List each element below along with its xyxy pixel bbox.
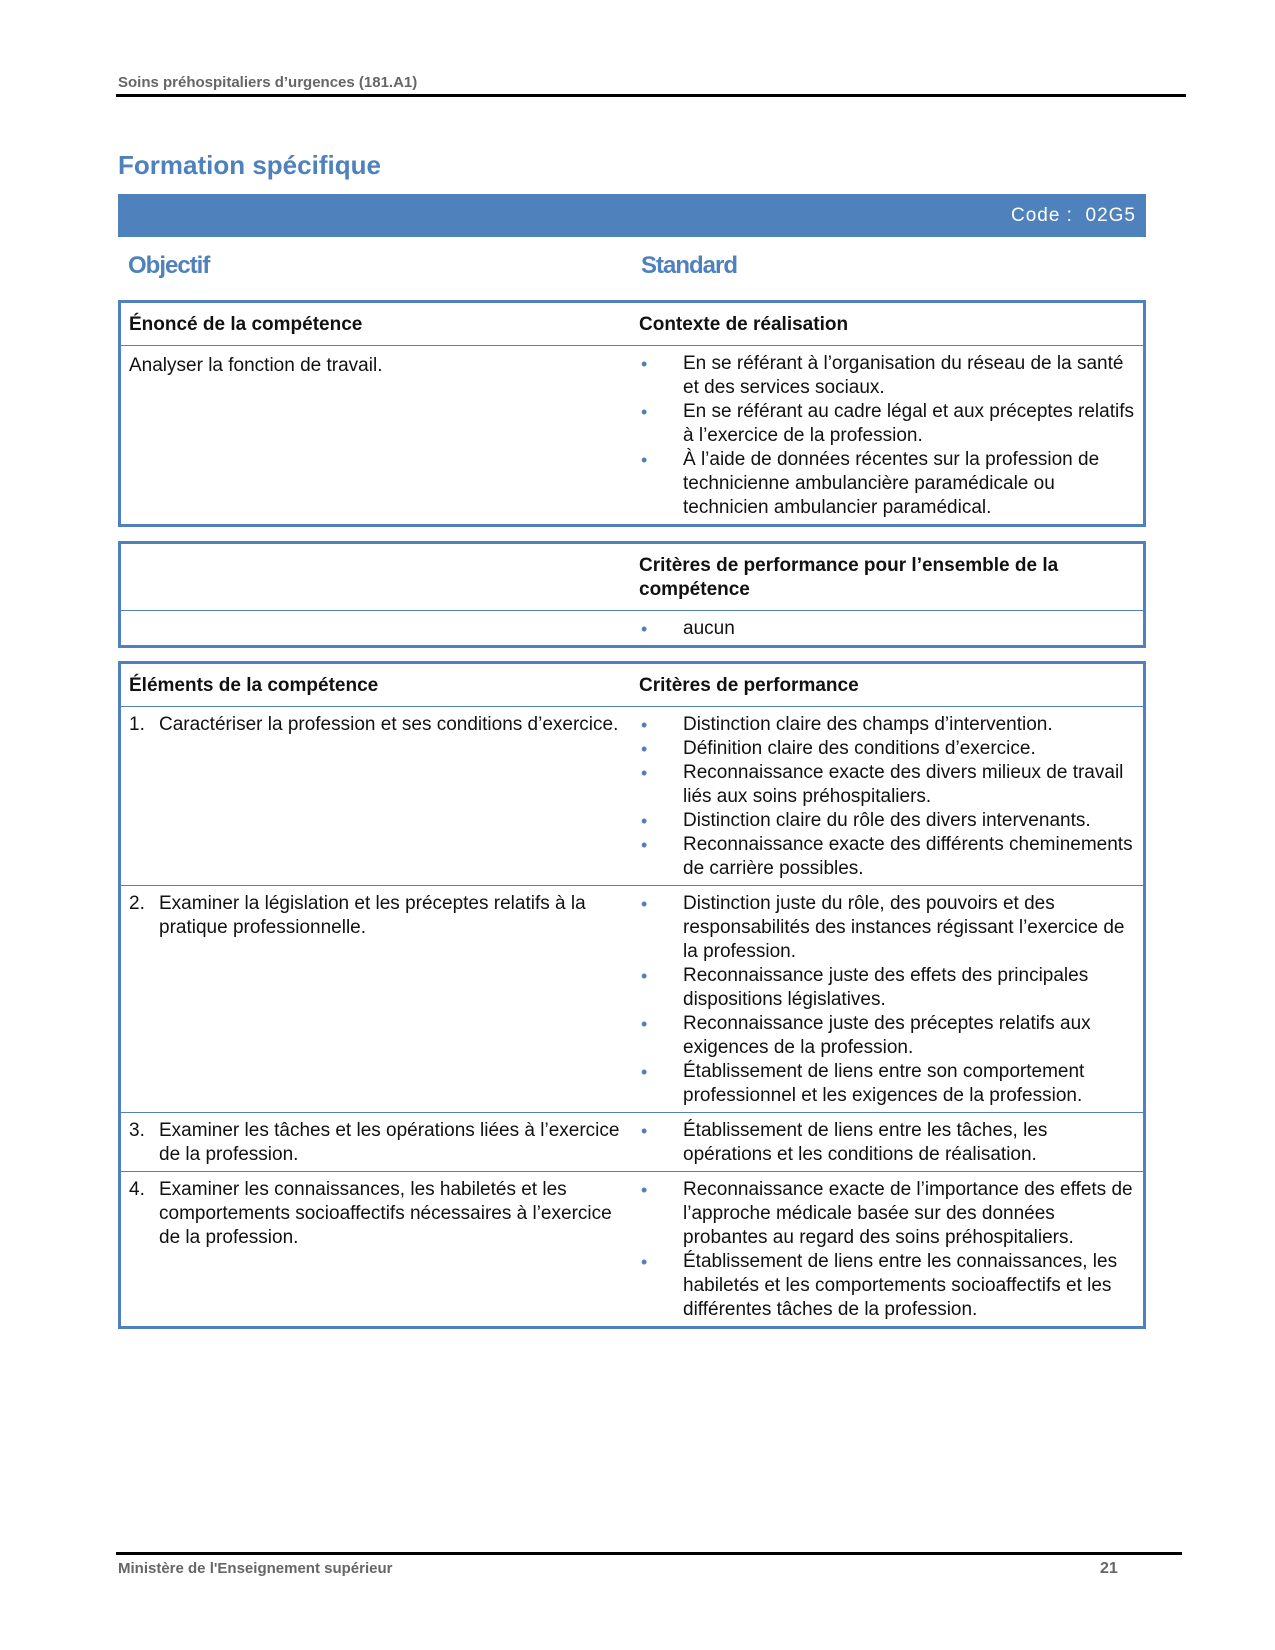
list-item: • Établissement de liens entre les tâches, les opérations et les conditions de réalisation. (639, 1119, 1135, 1167)
competence-table (118, 300, 1146, 527)
table-row (120, 707, 1145, 886)
enonce-header: Énoncé de la compétence (120, 302, 632, 346)
code-label: Code : 02G5 (1010, 205, 1136, 226)
table-row (120, 886, 1145, 1113)
element-text: Examiner les tâches et les opérations liées à l’exercice de la profession. (159, 1120, 620, 1165)
contexte-header: Contexte de réalisation (631, 302, 1145, 346)
list-item: • En se référant à l’organisation du réseau de la santé et des services sociaux. (639, 352, 1135, 400)
table-row (120, 1113, 1145, 1172)
list-item: • Reconnaissance exacte des différents cheminements de carrière possibles. (639, 833, 1135, 881)
elements-header: Éléments de la compétence (120, 663, 632, 707)
elements-table (118, 661, 1146, 1329)
code-bar (118, 194, 1146, 237)
list-item: • En se référant au cadre légal et aux préceptes relatifs à l’exercice de la profession. (639, 400, 1135, 448)
list-item: • Distinction claire du rôle des divers intervenants. (639, 809, 1135, 833)
enonce-text: Analyser la fonction de travail. (120, 346, 632, 526)
element-text: Examiner les connaissances, les habiletés et les comportements socioaffectifs nécessaires à l’exercice de la profession. (159, 1179, 612, 1248)
list-item: • Distinction claire des champs d’intervention. (639, 713, 1135, 737)
footer-ministry: Ministère de l'Enseignement supérieur (118, 1560, 393, 1577)
table-row (120, 1172, 1145, 1328)
list-item: • Établissement de liens entre les connaissances, les habiletés et les comportements socioaffectifs et les différentes tâches de la profession. (639, 1250, 1135, 1322)
element-number: 4. (129, 1179, 145, 1200)
list-item: • Reconnaissance exacte de l’importance des effets de l’approche médicale basée sur des données probantes au regard des soins préhospitaliers. (639, 1178, 1135, 1250)
element-number: 1. (129, 714, 145, 735)
list-item: • Reconnaissance juste des effets des principales dispositions législatives. (639, 964, 1135, 1012)
page-number: 21 (1100, 1560, 1118, 1577)
list-item: • Reconnaissance juste des préceptes relatifs aux exigences de la profession. (639, 1012, 1135, 1060)
element-number: 2. (129, 893, 145, 914)
running-header: Soins préhospitaliers d’urgences (181.A1) (118, 74, 418, 91)
overall-criteria-table (118, 541, 1146, 648)
objectif-heading: Objectif (128, 252, 210, 279)
page-title: Formation spécifique (118, 150, 381, 180)
contexte-list (639, 352, 1135, 520)
standard-heading: Standard (641, 252, 738, 279)
overall-criteria-header: Critères de performance pour l’ensemble de la compétence (631, 543, 1145, 611)
header-rule (116, 94, 1186, 97)
list-item: • Définition claire des conditions d’exercice. (639, 737, 1135, 761)
criteria-header: Critères de performance (631, 663, 1145, 707)
footer-rule (116, 1552, 1182, 1555)
list-item: • Distinction juste du rôle, des pouvoirs et des responsabilités des instances régissant l’exercice de la profession. (639, 892, 1135, 964)
element-text: Examiner la législation et les préceptes relatifs à la pratique professionnelle. (159, 893, 586, 938)
element-text: Caractériser la profession et ses conditions d’exercice. (159, 714, 619, 735)
list-item: • Reconnaissance exacte des divers milieux de travail liés aux soins préhospitaliers. (639, 761, 1135, 809)
list-item: • Établissement de liens entre son comportement professionnel et les exigences de la profession. (639, 1060, 1135, 1108)
list-item: • À l’aide de données récentes sur la profession de technicienne ambulancière paramédicale ou technicien ambulancier paramédical. (639, 448, 1135, 520)
element-number: 3. (129, 1120, 145, 1141)
list-item: • aucun (639, 617, 1135, 641)
